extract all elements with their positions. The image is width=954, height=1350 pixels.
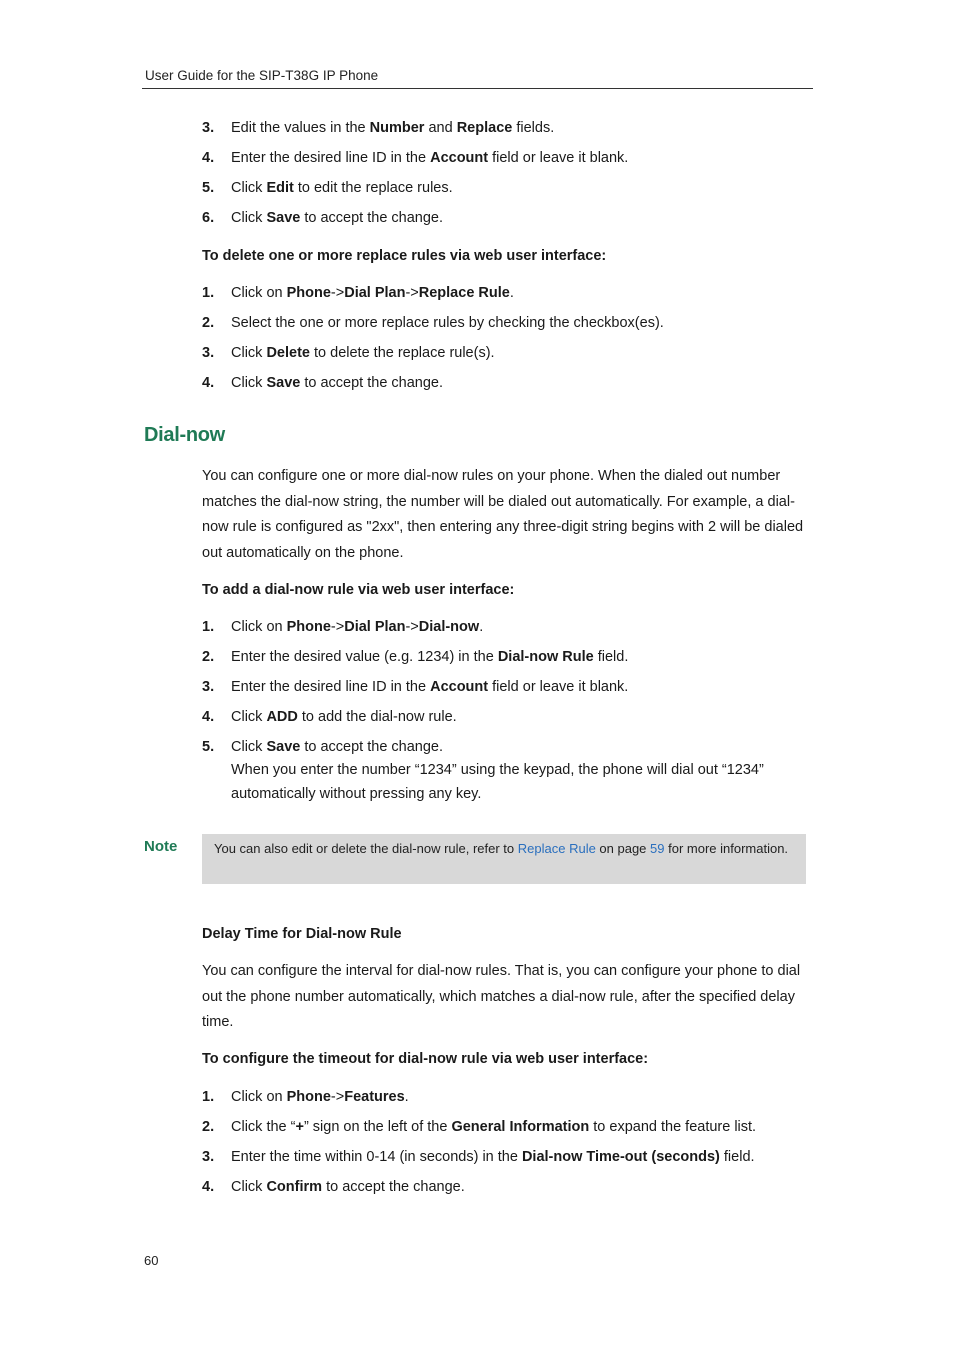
ui-term: Edit [266,180,294,196]
ui-term: Replace [456,120,513,136]
step-text: Click Delete to delete the replace rule(s). [231,345,495,361]
ui-term: ADD [266,709,298,725]
ui-term: + [295,1119,304,1135]
ui-term: Features [344,1089,405,1105]
step-number: 3. [202,1149,215,1165]
step-number: 3. [202,345,215,361]
step-number: 2. [202,315,215,331]
ui-term: Phone [286,619,331,635]
step-number: 4. [202,375,215,391]
step-text: Click on Phone->Dial Plan->Replace Rule. [231,285,514,301]
section-heading: Dial-now [144,424,225,446]
step-number: 4. [202,709,215,725]
ui-term: Phone [286,1089,331,1105]
step-text: Click Save to accept the change. [231,739,444,755]
step-number: 5. [202,739,215,755]
procedure-title: To add a dial-now rule via web user interface: [202,582,515,598]
step-number: 2. [202,649,215,665]
procedure-title: To delete one or more replace rules via web user interface: [202,248,607,264]
step-text: Click on Phone->Features. [231,1089,409,1105]
step-text: Enter the desired line ID in the Account field or leave it blank. [231,679,629,695]
step-text: Click the “+” sign on the left of the General Information to expand the feature list. [231,1119,757,1135]
step-text: Enter the desired line ID in the Account field or leave it blank. [231,150,629,166]
step-number: 3. [202,120,215,136]
step-number: 5. [202,180,215,196]
step-extra-text: automatically without pressing any key. [231,786,482,802]
section-intro: You can configure one or more dial-now rules on your phone. When the dialed out number matches the dial-now string, the number will be dialed out automatically. For example, a dial-now rule is configured as "2xx", then entering any three-digit string begins with 2 will be dialed out automatically on the phone. [202,468,804,561]
step-extra-text: When you enter the number “1234” using the keypad, the phone will dial out “1234” [231,762,764,778]
ui-term: Account [430,679,489,695]
ui-term: Dial Plan [344,285,406,301]
step-number: 1. [202,285,215,301]
step-number: 1. [202,619,215,635]
step-text: Click Confirm to accept the change. [231,1179,465,1195]
step-text: Select the one or more replace rules by checking the checkbox(es). [231,315,664,331]
step-text: Edit the values in the Number and Replace fields. [231,120,555,136]
delay-description: You can configure the interval for dial-now rules. That is, you can configure your phone to dial out the phone number automatically, which matches a dial-now rule, after the specified delay time. [202,963,801,1030]
page-number: 60 [144,1253,159,1268]
step-text: Enter the desired value (e.g. 1234) in the Dial-now Rule field. [231,649,629,665]
ui-term: Save [266,739,301,755]
step-number: 4. [202,1179,215,1195]
ui-term: Dial-now Rule [497,649,594,665]
ui-term: Phone [286,285,331,301]
ui-term: Dial Plan [344,619,406,635]
ui-term: Save [266,375,301,391]
ui-term: Delete [266,345,310,361]
step-text: Click on Phone->Dial Plan->Dial-now. [231,619,484,635]
step-text: Click ADD to add the dial-now rule. [231,709,457,725]
ui-term: Number [369,120,425,136]
ui-term: Dial-now [418,619,480,635]
note-box [202,834,806,884]
ui-term: Account [430,150,489,166]
page-link[interactable]: 59 [650,841,665,856]
step-text: Click Save to accept the change. [231,210,444,226]
ui-term: General Information [451,1119,590,1135]
step-number: 4. [202,150,215,166]
subsection-heading: Delay Time for Dial-now Rule [202,926,402,942]
note-label: Note [144,838,178,855]
step-number: 1. [202,1089,215,1105]
step-text: Click Save to accept the change. [231,375,444,391]
ui-term: Confirm [266,1179,323,1195]
ui-term: Replace Rule [418,285,510,301]
step-number: 3. [202,679,215,695]
replace-rule-link[interactable]: Replace Rule [517,841,596,856]
step-text: Enter the time within 0-14 (in seconds) in the Dial-now Time-out (seconds) field. [231,1149,755,1165]
ui-term: Dial-now Time-out (seconds) [521,1149,720,1165]
header-rule [142,88,813,89]
note-text: You can also edit or delete the dial-now rule, refer to Replace Rule on page 59 for more information. [214,841,789,856]
procedure-title: To configure the timeout for dial-now rule via web user interface: [202,1051,649,1067]
step-text: Click Edit to edit the replace rules. [231,180,453,196]
step-number: 6. [202,210,215,226]
running-header: User Guide for the SIP-T38G IP Phone [145,68,379,83]
step-number: 2. [202,1119,215,1135]
ui-term: Save [266,210,301,226]
